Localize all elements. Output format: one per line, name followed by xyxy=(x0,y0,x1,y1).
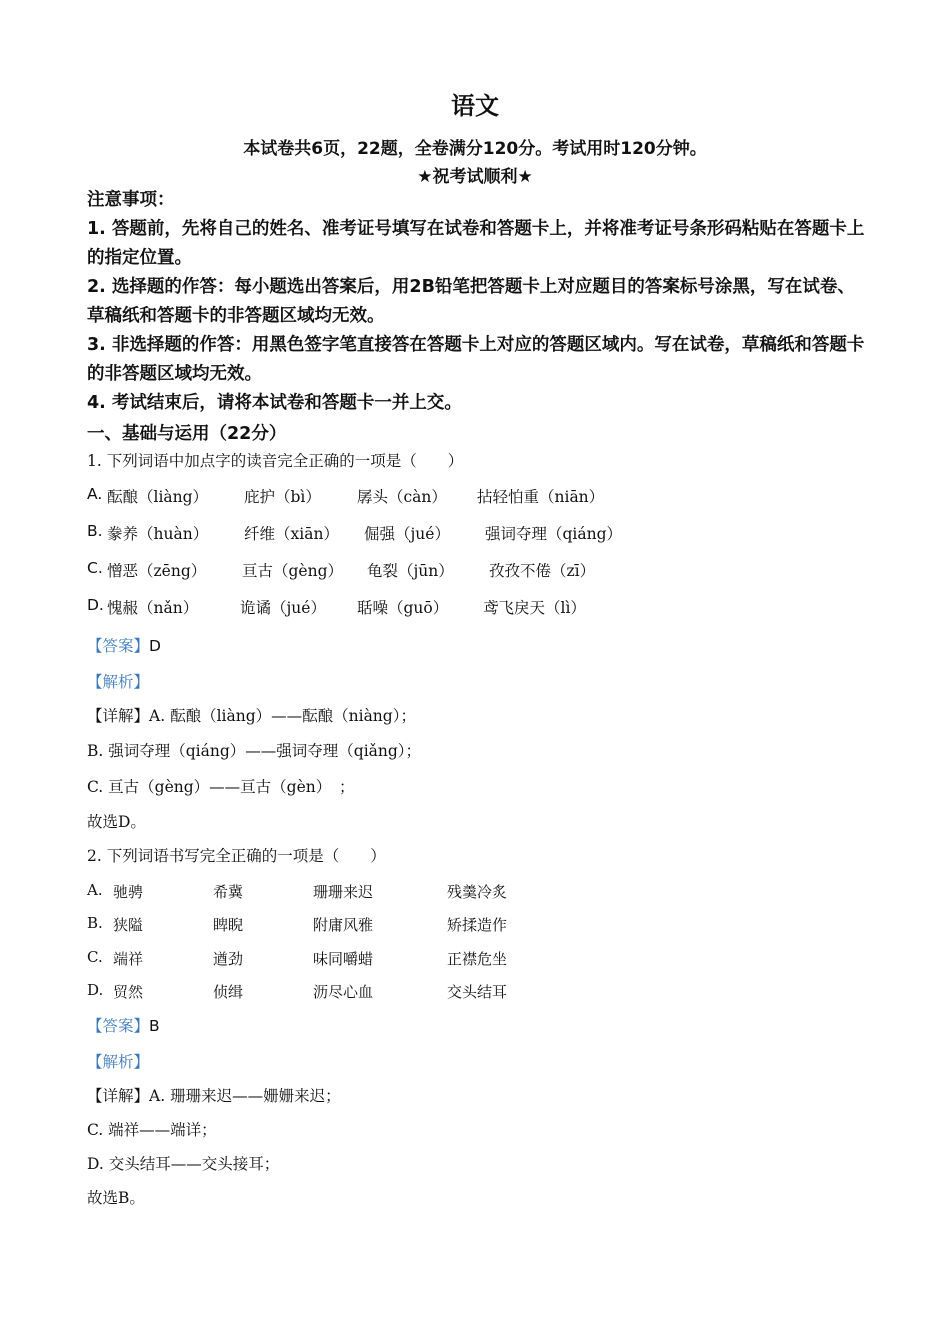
option-item: 遒劲 xyxy=(213,950,244,968)
option-item: 孜孜不倦（zī） xyxy=(489,562,596,580)
analysis-tag: 【解析】 xyxy=(87,673,150,691)
q1-option-a xyxy=(87,485,887,509)
q1-stem: 1. 下列词语中加点字的读音完全正确的一项是（ ） xyxy=(87,452,464,470)
option-letter: B. xyxy=(87,914,103,932)
option-item: 庇护（bì） xyxy=(244,488,321,506)
option-item: 鸢飞戾天（lì） xyxy=(483,599,586,617)
detail-tag: 【详解】 xyxy=(87,1087,150,1105)
q2-option-d xyxy=(87,981,687,1005)
option-item: 矫揉造作 xyxy=(447,916,508,934)
q1-option-c xyxy=(87,559,887,583)
option-item: 驰骋 xyxy=(113,883,144,901)
notice-item-1: 1. 答题前，先将自己的姓名、准考证号填写在试卷和答题卡上，并将准考证号条形码粘贴在答题卡上的指定位置。 xyxy=(87,219,865,268)
detail-text: A. 酝酿（liàng）——酝酿（niàng）； xyxy=(149,707,416,725)
option-item: 豢养（huàn） xyxy=(107,525,209,543)
option-letter: C. xyxy=(87,559,103,577)
option-letter: C. xyxy=(87,948,103,966)
q1-answer xyxy=(87,634,161,656)
q2-detail-2: C. 端祥——端详； xyxy=(87,1121,217,1139)
q2-analysis-tag xyxy=(87,1050,149,1072)
option-item: 希冀 xyxy=(213,883,244,901)
option-item: 端祥 xyxy=(113,950,144,968)
q1-analysis-tag xyxy=(87,670,149,692)
option-item: 味同嚼蜡 xyxy=(313,950,374,968)
option-item: 诡谲（jué） xyxy=(240,599,326,617)
detail-text: A. 珊珊来迟——姗姗来迟； xyxy=(149,1087,341,1105)
option-item: 酝酿（liàng） xyxy=(107,488,209,506)
option-item: 交头结耳 xyxy=(447,983,508,1001)
option-item: 龟裂（jūn） xyxy=(367,562,454,580)
option-letter: A. xyxy=(87,881,103,899)
option-item: 纤维（xiān） xyxy=(244,525,339,543)
option-item: 正襟危坐 xyxy=(447,950,508,968)
q2-stem: 2. 下列词语书写完全正确的一项是（ ） xyxy=(87,847,386,865)
answer-value: D xyxy=(149,637,161,655)
option-item: 睥睨 xyxy=(213,916,244,934)
answer-tag: 【答案】 xyxy=(87,637,150,655)
notice-item-2: 2. 选择题的作答：每小题选出答案后，用2B铅笔把答题卡上对应题目的答案标号涂黑，写在试卷、草稿纸和答题卡的非答题区域均无效。 xyxy=(87,277,855,326)
option-item: 沥尽心血 xyxy=(313,983,374,1001)
option-item: 憎恶（zēng） xyxy=(107,562,207,580)
q1-detail-1 xyxy=(87,704,416,726)
answer-tag: 【答案】 xyxy=(87,1017,150,1035)
detail-tag: 【详解】 xyxy=(87,707,150,725)
option-item: 愧赧（nǎn） xyxy=(107,599,199,617)
notice-item-4: 4. 考试结束后，请将本试卷和答题卡一并上交。 xyxy=(87,393,462,413)
notice-item-3: 3. 非选择题的作答：用黑色签字笔直接答在答题卡上对应的答题区域内。写在试卷，草稿纸和答题卡的非答题区域均无效。 xyxy=(87,335,865,384)
option-item: 亘古（gèng） xyxy=(242,562,344,580)
notice-heading: 注意事项： xyxy=(87,190,175,210)
q1-option-d xyxy=(87,596,887,620)
answer-value: B xyxy=(149,1017,160,1035)
option-item: 倔强（jué） xyxy=(364,525,450,543)
q2-detail-3: D. 交头结耳——交头接耳； xyxy=(87,1155,280,1173)
option-item: 附庸风雅 xyxy=(313,916,374,934)
option-item: 聒噪（guō） xyxy=(357,599,449,617)
q2-conclusion: 故选B。 xyxy=(87,1189,145,1207)
option-item: 狭隘 xyxy=(113,916,144,934)
option-letter: D. xyxy=(87,596,104,614)
option-item: 残羹冷炙 xyxy=(447,883,508,901)
q2-option-a xyxy=(87,881,687,905)
option-letter: A. xyxy=(87,485,103,503)
q2-detail-1 xyxy=(87,1084,341,1106)
option-item: 侦缉 xyxy=(213,983,244,1001)
option-item: 孱头（càn） xyxy=(357,488,447,506)
q2-option-b xyxy=(87,914,687,938)
option-item: 贸然 xyxy=(113,983,144,1001)
option-letter: B. xyxy=(87,522,103,540)
q2-answer xyxy=(87,1014,160,1036)
exam-info: 本试卷共6页，22题，全卷满分120分。考试用时120分钟。 xyxy=(243,139,707,159)
exam-wish: ★祝考试顺利★ xyxy=(417,167,533,187)
notice-block xyxy=(87,186,867,418)
q1-conclusion: 故选D。 xyxy=(87,813,146,831)
q1-detail-3: C. 亘古（gèng）——亘古（gèn） ； xyxy=(87,778,355,796)
option-item: 拈轻怕重（niān） xyxy=(477,488,605,506)
q2-option-c xyxy=(87,948,687,972)
option-item: 强词夺理（qiáng） xyxy=(485,525,623,543)
option-item: 珊珊来迟 xyxy=(313,883,374,901)
q1-option-b xyxy=(87,522,887,546)
section-heading: 一、基础与运用（22分） xyxy=(87,424,287,444)
analysis-tag: 【解析】 xyxy=(87,1053,150,1071)
q1-detail-2: B. 强词夺理（qiáng）——强词夺理（qiǎng）； xyxy=(87,742,422,760)
page-title: 语文 xyxy=(451,92,499,120)
option-letter: D. xyxy=(87,981,104,999)
